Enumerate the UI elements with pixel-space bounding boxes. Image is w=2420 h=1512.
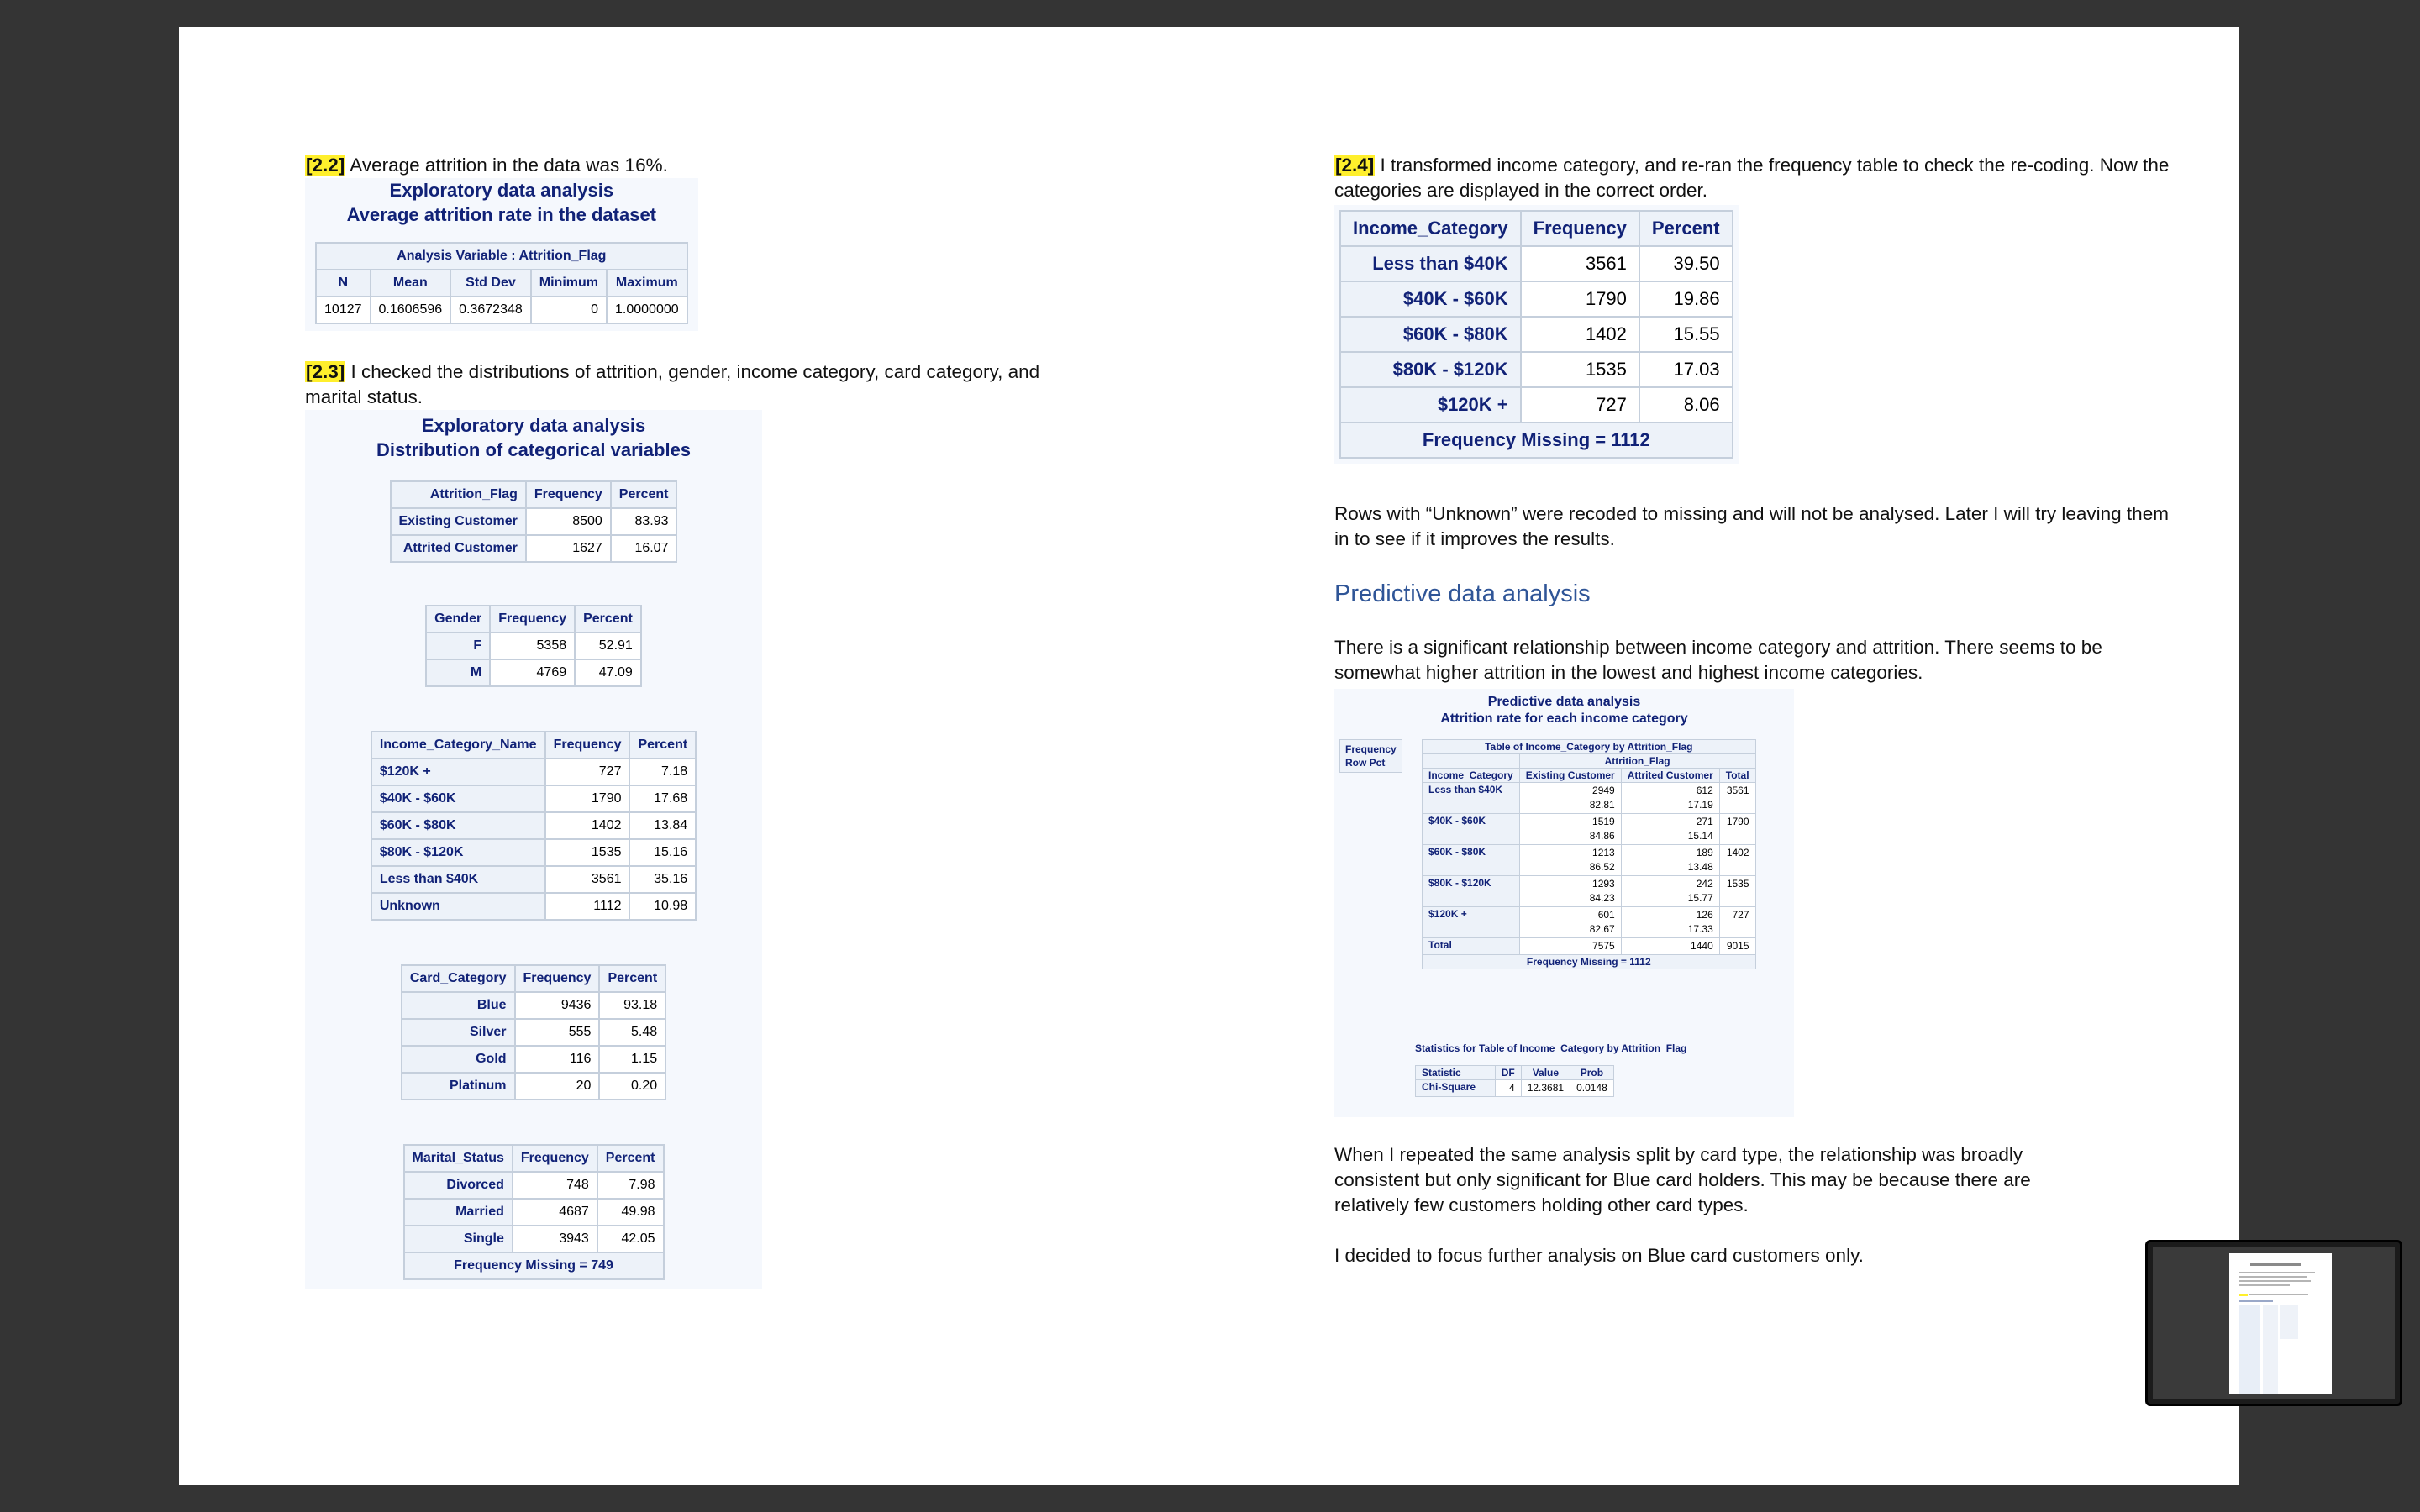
table-row	[402, 1046, 666, 1073]
cell: 0.1606596	[371, 297, 451, 323]
left-column	[305, 153, 1229, 1289]
cell	[1621, 907, 1719, 938]
thumbnail-page-preview[interactable]	[2229, 1253, 2332, 1394]
row-header: Single	[404, 1226, 513, 1252]
col-header: Card_Category	[402, 965, 515, 992]
freq: 271	[1696, 816, 1713, 827]
section-tag: [2.3]	[306, 361, 345, 382]
row-header: Divorced	[404, 1172, 513, 1199]
crosstab-var: Attrition_Flag	[1519, 754, 1755, 769]
col-header: Income_Category_Name	[371, 732, 545, 759]
row-pct: 86.52	[1589, 861, 1615, 873]
cell	[1621, 814, 1719, 845]
cell: 727	[1719, 907, 1755, 938]
col-header: Mean	[371, 270, 451, 297]
table-row	[1423, 876, 1756, 907]
row-header: $40K - $60K	[1340, 281, 1521, 317]
distribution-output	[305, 410, 762, 1289]
cell: 0.0148	[1570, 1080, 1614, 1097]
row-header: Less than $40K	[1423, 783, 1520, 814]
col-header: Attrited Customer	[1621, 769, 1719, 783]
cell: 4687	[513, 1199, 597, 1226]
table-row	[1423, 907, 1756, 938]
freq: 1213	[1592, 847, 1615, 858]
col-header: N	[316, 270, 371, 297]
unknown-paragraph: Rows with “Unknown” were recoded to missing and will not be analysed. Later I will try leaving them in to see if it improves the results.	[1334, 503, 2169, 549]
right-column	[1334, 153, 2175, 1268]
table-row	[371, 893, 696, 920]
table-row	[391, 535, 677, 562]
cell: 0.3672348	[450, 297, 531, 323]
cell: 748	[513, 1172, 597, 1199]
document-page	[179, 27, 2239, 1485]
col-header: Frequency	[526, 481, 611, 508]
frequency-missing: Frequency Missing = 1112	[1423, 955, 1756, 969]
col-header: Gender	[426, 606, 490, 633]
row-header: $120K +	[1423, 907, 1520, 938]
row-header: $60K - $80K	[1340, 317, 1521, 352]
recoded-income-output	[1334, 205, 1739, 464]
table-row	[371, 866, 696, 893]
row-pct: 17.33	[1687, 923, 1713, 935]
row-pct: 84.23	[1589, 892, 1615, 904]
cell	[1519, 814, 1621, 845]
row-header: $40K - $60K	[371, 785, 545, 812]
cell: 727	[545, 759, 630, 785]
col-header: DF	[1495, 1066, 1521, 1080]
table-row	[391, 508, 677, 535]
cell	[1519, 783, 1621, 814]
table-row	[426, 659, 641, 686]
cell: 7.18	[629, 759, 696, 785]
table-row	[404, 1226, 664, 1252]
cell: 8.06	[1639, 387, 1733, 423]
col-header: Std Dev	[450, 270, 531, 297]
cell: 1112	[545, 893, 630, 920]
income-freq-table	[371, 731, 697, 921]
table-row	[371, 839, 696, 866]
col-header: Maximum	[607, 270, 687, 297]
cell: 39.50	[1639, 246, 1733, 281]
crosstab-output	[1334, 689, 1794, 1117]
freq: 2949	[1592, 785, 1615, 796]
table-row	[1340, 387, 1733, 423]
cell: 1790	[1719, 814, 1755, 845]
cell	[1519, 876, 1621, 907]
cell: 13.84	[629, 812, 696, 839]
output-title: Exploratory data analysis	[389, 180, 614, 201]
row-header: Attrited Customer	[391, 535, 526, 562]
section-2-4-text: [2.4] I transformed income category, and re-ran the frequency table to check the re-coding. Now the categories are displayed in the correct order.	[1334, 155, 2170, 201]
col-header: Percent	[1639, 211, 1733, 246]
table-row	[402, 1073, 666, 1100]
cell: 1790	[545, 785, 630, 812]
col-header: Attrition_Flag	[391, 481, 526, 508]
cell: 42.05	[597, 1226, 664, 1252]
cell: 9015	[1719, 938, 1755, 955]
cell: 3561	[1521, 246, 1639, 281]
frequency-missing: Frequency Missing = 1112	[1340, 423, 1733, 458]
table-row	[404, 1199, 664, 1226]
section-heading: Predictive data analysis	[1334, 580, 1591, 607]
cell: 1790	[1521, 281, 1639, 317]
cell: 3561	[1719, 783, 1755, 814]
table-row	[426, 633, 641, 659]
freq: 1293	[1592, 878, 1615, 890]
freq: 126	[1696, 909, 1713, 921]
cell: 4	[1495, 1080, 1521, 1097]
row-header: Married	[404, 1199, 513, 1226]
analysis-variable-label: Analysis Variable : Attrition_Flag	[316, 243, 687, 270]
cell: 555	[515, 1019, 600, 1046]
cell: 727	[1521, 387, 1639, 423]
row-header: $40K - $60K	[1423, 814, 1520, 845]
cell: 5.48	[599, 1019, 666, 1046]
row-pct: 84.86	[1589, 830, 1615, 842]
relationship-paragraph: There is a significant relationship between income category and attrition. There seems to be somewhat higher attrition in the lowest and highest income categories.	[1334, 637, 2102, 683]
row-header: $60K - $80K	[371, 812, 545, 839]
cell: 8500	[526, 508, 611, 535]
frequency-missing: Frequency Missing = 749	[404, 1252, 664, 1279]
cell: 83.93	[611, 508, 677, 535]
cell: 4769	[490, 659, 575, 686]
cell: 52.91	[575, 633, 641, 659]
cell: 7575	[1519, 938, 1621, 955]
cell	[1621, 876, 1719, 907]
row-header: $120K +	[371, 759, 545, 785]
table-row	[1340, 281, 1733, 317]
section-tag: [2.2]	[306, 155, 345, 176]
row-pct: 17.19	[1687, 799, 1713, 811]
col-header: Percent	[611, 481, 677, 508]
row-header: Total	[1423, 938, 1520, 955]
row-header: $120K +	[1340, 387, 1521, 423]
cell: 12.3681	[1521, 1080, 1570, 1097]
thumbnail-viewport	[2153, 1247, 2395, 1399]
cell: 1627	[526, 535, 611, 562]
cell: 1.15	[599, 1046, 666, 1073]
section-2-2-text: [2.2] Average attrition in the data was 16%.	[306, 155, 668, 176]
cell: 15.55	[1639, 317, 1733, 352]
table-row-total	[1423, 938, 1756, 955]
freq: 612	[1696, 785, 1713, 796]
recoded-income-table	[1339, 210, 1733, 459]
cell: 1402	[1719, 845, 1755, 876]
means-table	[315, 242, 688, 324]
col-header: Frequency	[515, 965, 600, 992]
table-row	[1423, 814, 1756, 845]
output-subtitle: Average attrition rate in the dataset	[346, 204, 657, 225]
card-type-paragraph: When I repeated the same analysis split by card type, the relationship was broadly consistent but only significant for Blue card holders. This may be because there are relatively few customers holding other card types.	[1334, 1144, 2031, 1215]
table-row	[402, 1019, 666, 1046]
cell	[1621, 845, 1719, 876]
col-header: Value	[1521, 1066, 1570, 1080]
freq: 601	[1597, 909, 1615, 921]
cell: 16.07	[611, 535, 677, 562]
cell: 17.03	[1639, 352, 1733, 387]
table-row	[1340, 317, 1733, 352]
row-header: F	[426, 633, 490, 659]
row-header: Blue	[402, 992, 515, 1019]
cell: 10.98	[629, 893, 696, 920]
col-header: Total	[1719, 769, 1755, 783]
table-row	[1416, 1080, 1614, 1097]
cell: 35.16	[629, 866, 696, 893]
cell: 9436	[515, 992, 600, 1019]
row-header: M	[426, 659, 490, 686]
conclusion-paragraph: I decided to focus further analysis on Blue card customers only.	[1334, 1245, 1864, 1266]
cell: 5358	[490, 633, 575, 659]
row-pct: 15.77	[1687, 892, 1713, 904]
row-header: Platinum	[402, 1073, 515, 1100]
cell: 1402	[1521, 317, 1639, 352]
table-row	[1340, 352, 1733, 387]
col-header: Frequency	[1521, 211, 1639, 246]
cell: 0.20	[599, 1073, 666, 1100]
gender-freq-table	[425, 605, 642, 687]
cell: 10127	[316, 297, 371, 323]
chi-square-table	[1415, 1065, 1614, 1097]
cell: 20	[515, 1073, 600, 1100]
row-pct: 15.14	[1687, 830, 1713, 842]
cell: 3943	[513, 1226, 597, 1252]
cell: 49.98	[597, 1199, 664, 1226]
cell: 19.86	[1639, 281, 1733, 317]
row-pct: 82.67	[1589, 923, 1615, 935]
crosstab-title: Table of Income_Category by Attrition_Flag	[1423, 740, 1756, 754]
cell: 0	[531, 297, 607, 323]
output-subtitle: Attrition rate for each income category	[1440, 711, 1688, 726]
table-row	[371, 785, 696, 812]
stats-title: Statistics for Table of Income_Category by Attrition_Flag	[1415, 1042, 1687, 1054]
card-freq-table	[401, 964, 666, 1100]
col-header: Income_Category	[1340, 211, 1521, 246]
cell: 1535	[1521, 352, 1639, 387]
col-header: Income_Category	[1423, 769, 1520, 783]
cell-legend	[1339, 739, 1402, 773]
col-header: Prob	[1570, 1066, 1614, 1080]
attrition-freq-table	[390, 480, 678, 563]
col-header: Existing Customer	[1519, 769, 1621, 783]
row-header: $60K - $80K	[1423, 845, 1520, 876]
cell	[1519, 907, 1621, 938]
cell: 17.68	[629, 785, 696, 812]
output-title: Exploratory data analysis	[421, 415, 646, 436]
cell: 116	[515, 1046, 600, 1073]
table-row	[404, 1172, 664, 1199]
freq: 1519	[1592, 816, 1615, 827]
page-thumbnail-navigator[interactable]	[2145, 1240, 2402, 1406]
freq: 189	[1696, 847, 1713, 858]
row-header: Gold	[402, 1046, 515, 1073]
thumbnail-content-icon	[2229, 1253, 2332, 1394]
cell: 7.98	[597, 1172, 664, 1199]
col-header: Minimum	[531, 270, 607, 297]
output-title: Predictive data analysis	[1487, 695, 1641, 709]
section-tag: [2.4]	[1335, 155, 1375, 176]
row-header: Chi-Square	[1416, 1080, 1496, 1097]
col-header: Percent	[629, 732, 696, 759]
table-row	[1340, 246, 1733, 281]
row-pct: 13.48	[1687, 861, 1713, 873]
cell: 15.16	[629, 839, 696, 866]
row-header: $80K - $120K	[371, 839, 545, 866]
freq: 242	[1696, 878, 1713, 890]
marital-freq-table	[403, 1144, 665, 1280]
legend-frequency: Frequency	[1345, 743, 1397, 755]
row-header: Less than $40K	[1340, 246, 1521, 281]
row-pct: 82.81	[1589, 799, 1615, 811]
cell	[1519, 845, 1621, 876]
col-header: Statistic	[1416, 1066, 1496, 1080]
table-row	[371, 812, 696, 839]
cell: 1440	[1621, 938, 1719, 955]
cell	[1621, 783, 1719, 814]
cell: 1402	[545, 812, 630, 839]
row-header: Existing Customer	[391, 508, 526, 535]
row-header: $80K - $120K	[1340, 352, 1521, 387]
col-header: Percent	[575, 606, 641, 633]
crosstab-table	[1422, 739, 1756, 969]
summary-output	[305, 178, 698, 331]
col-header: Frequency	[490, 606, 575, 633]
table-row	[402, 992, 666, 1019]
col-header: Marital_Status	[404, 1145, 513, 1172]
cell: 1.0000000	[607, 297, 687, 323]
cell: 1535	[1719, 876, 1755, 907]
legend-row-pct: Row Pct	[1345, 757, 1386, 769]
row-header: Silver	[402, 1019, 515, 1046]
table-row	[1423, 845, 1756, 876]
cell: 93.18	[599, 992, 666, 1019]
cell: 1535	[545, 839, 630, 866]
cell: 3561	[545, 866, 630, 893]
col-header: Percent	[599, 965, 666, 992]
section-2-3-text: [2.3] I checked the distributions of attrition, gender, income category, card category, and marital status.	[305, 361, 1040, 407]
row-header: Unknown	[371, 893, 545, 920]
col-header: Frequency	[545, 732, 630, 759]
col-header: Percent	[597, 1145, 664, 1172]
cell: 47.09	[575, 659, 641, 686]
table-row	[1423, 783, 1756, 814]
output-subtitle: Distribution of categorical variables	[376, 439, 692, 460]
row-header: $80K - $120K	[1423, 876, 1520, 907]
table-row	[371, 759, 696, 785]
row-header: Less than $40K	[371, 866, 545, 893]
col-header: Frequency	[513, 1145, 597, 1172]
